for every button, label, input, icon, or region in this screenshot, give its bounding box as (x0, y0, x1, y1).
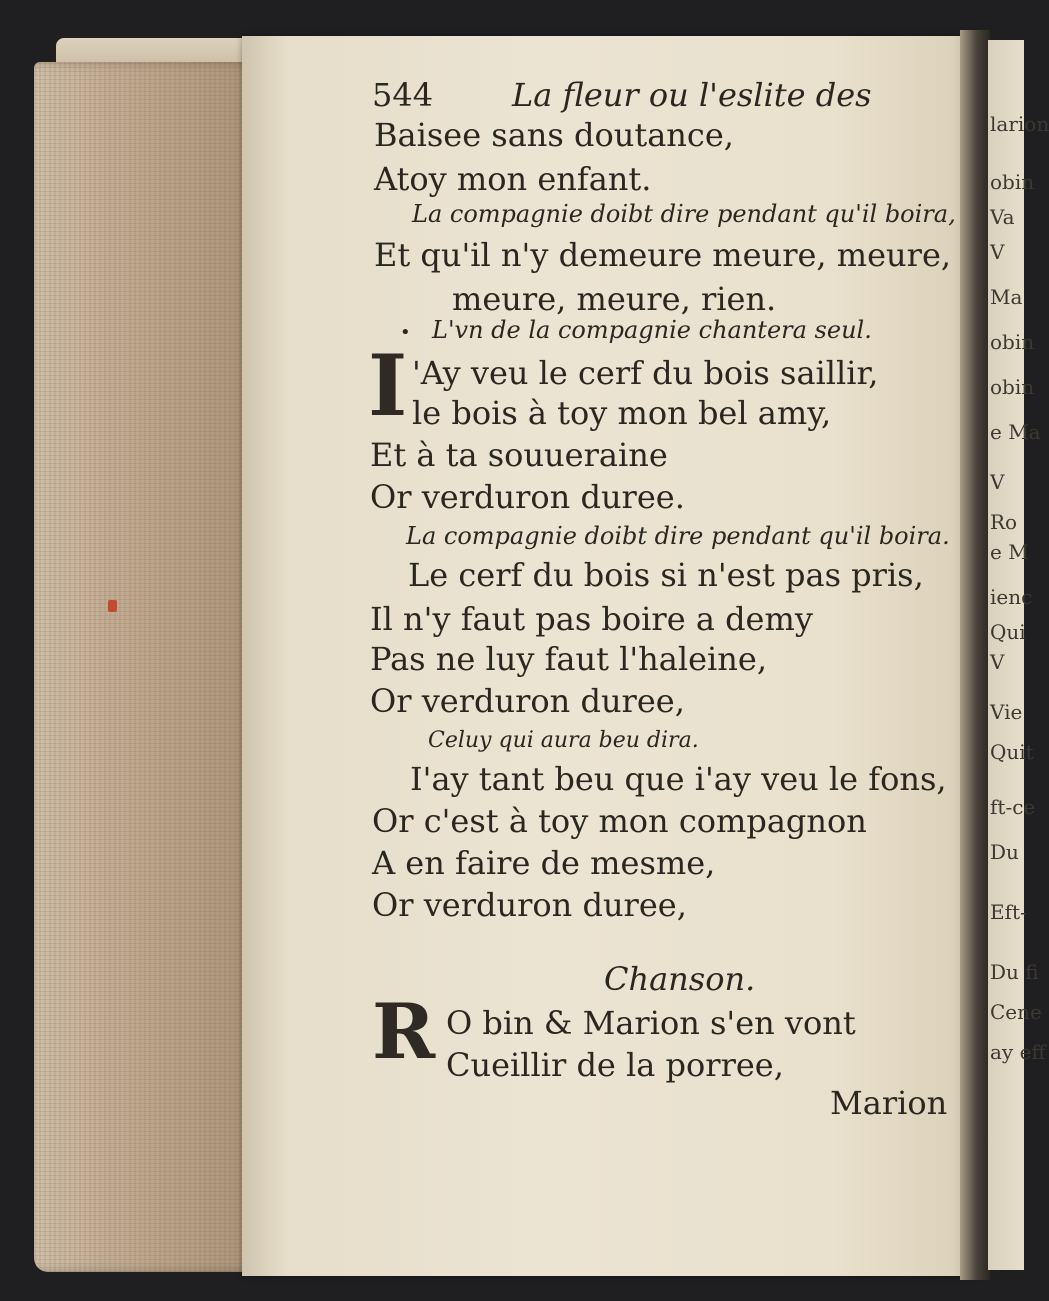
facing-page-text: Quit (990, 740, 1034, 764)
facing-page-text: e M (990, 540, 1029, 564)
facing-page-text: ienc (990, 585, 1033, 609)
verse-line: le bois à toy mon bel amy, (412, 394, 832, 432)
verse-line: Atoy mon enfant. (374, 160, 652, 198)
facing-page-text: ft-ce (990, 795, 1036, 819)
facing-page-text: V (990, 650, 1005, 674)
drop-capital: I (368, 336, 408, 435)
verse-line: Il n'y faut pas boire a demy (370, 600, 813, 638)
verse-line: Baisee sans doutance, (374, 116, 734, 154)
verse-line: Or verduron duree. (370, 478, 685, 516)
verse-line: Et qu'il n'y demeure meure, meure, (374, 236, 952, 274)
facing-page-text: Ma (990, 285, 1023, 309)
facing-page-text: Eft- (990, 900, 1027, 924)
verse-line: A en faire de mesme, (372, 844, 716, 882)
stage-direction: La compagnie doibt dire pendant qu'il boira. (406, 522, 950, 550)
facing-page-text: obin (990, 170, 1035, 194)
page-number: 544 (372, 76, 434, 114)
facing-page-text: e Ma (990, 420, 1041, 444)
verse-line: O bin & Marion s'en vont (446, 1004, 856, 1042)
facing-page-fragment (988, 40, 1049, 1270)
verse-line: 'Ay veu le cerf du bois saillir, (412, 354, 879, 392)
facing-page-text: Vie (990, 700, 1023, 724)
facing-page-text: larion (990, 112, 1049, 136)
verse-line: Le cerf du bois si n'est pas pris, (408, 556, 924, 594)
facing-page-text: obin (990, 375, 1035, 399)
song-title: Chanson. (604, 960, 756, 998)
verse-line: Or verduron duree, (372, 886, 687, 924)
page-header (372, 76, 932, 120)
facing-page-text: Qui (990, 620, 1026, 644)
catchword: Marion (830, 1084, 948, 1122)
book-gutter (960, 30, 990, 1280)
verse-line: Et à ta souueraine (370, 436, 668, 474)
running-head: La fleur ou l'eslite des (512, 76, 872, 114)
facing-page-text: obin (990, 330, 1035, 354)
facing-page-text: V (990, 470, 1005, 494)
facing-page-text: ay eff (990, 1040, 1046, 1064)
facing-page-text: Va (990, 205, 1015, 229)
facing-page-text: Du fi (990, 960, 1039, 984)
bullet-mark: • (400, 322, 411, 343)
book-page-edges (34, 62, 264, 1272)
verse-line: Or verduron duree, (370, 682, 685, 720)
facing-page-text: Ro (990, 510, 1018, 534)
facing-page-text: V (990, 240, 1005, 264)
drop-capital: R (372, 987, 436, 1076)
stage-direction: La compagnie doibt dire pendant qu'il boira, (412, 200, 956, 228)
verse-line: Or c'est à toy mon compagnon (372, 802, 867, 840)
facing-page-text: Du (990, 840, 1019, 864)
verse-line: Pas ne luy faut l'haleine, (370, 640, 767, 678)
red-stain (108, 600, 117, 612)
stage-direction: Celuy qui aura beu dira. (428, 728, 699, 753)
verse-line: I'ay tant beu que i'ay veu le fons, (410, 760, 947, 798)
verse-line: meure, meure, rien. (452, 280, 777, 318)
stage-direction: L'vn de la compagnie chantera seul. (432, 316, 872, 344)
verse-line: Cueillir de la porree, (446, 1046, 784, 1084)
facing-page-text: Cene (990, 1000, 1042, 1024)
